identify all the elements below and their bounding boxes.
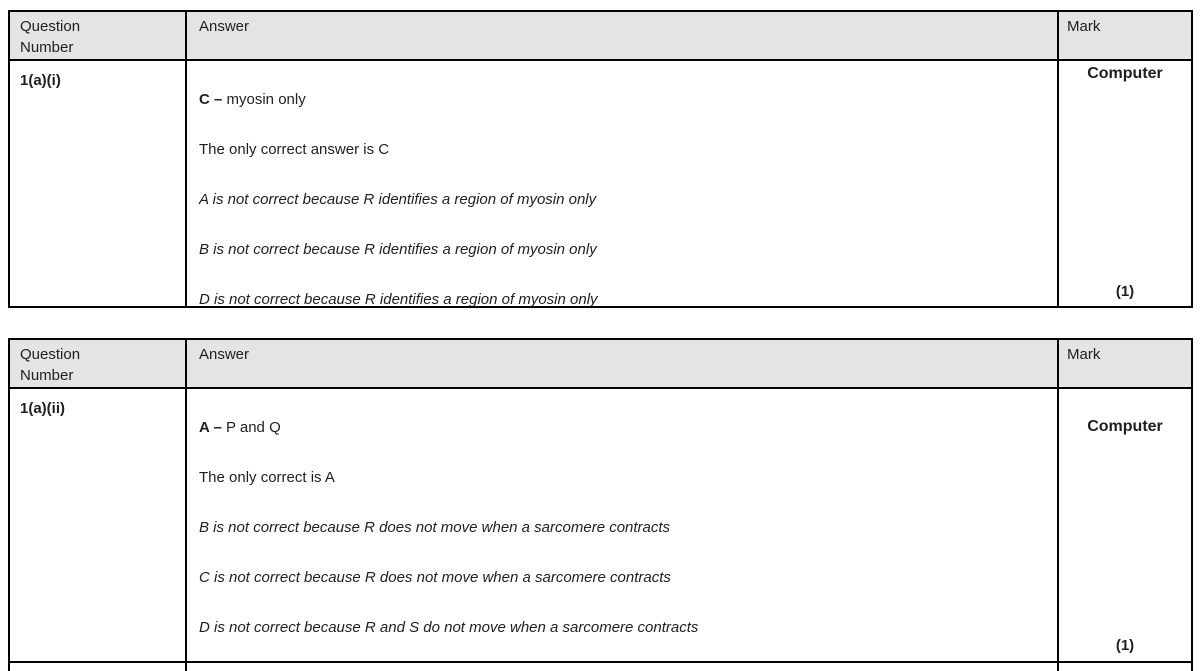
header-question-number-label: Question Number (20, 18, 81, 56)
wrong-option-line: B is not correct because R identifies a region of myosin only (199, 241, 597, 258)
answer-statement-line: The only correct is A (199, 469, 335, 486)
mark-cell (1059, 61, 1191, 306)
stub-answer-column (187, 663, 1059, 671)
question-number: 1(a)(i) (20, 72, 61, 89)
header-question-number-label: Question Number (20, 346, 81, 384)
table-body-row (10, 61, 1191, 306)
answer-statement-line: The only correct answer is C (199, 141, 390, 158)
table-body-row (10, 389, 1191, 661)
wrong-option-line: D is not correct because R identifies a region of myosin only (199, 291, 598, 306)
answer-option-line (199, 419, 1045, 437)
header-answer-label: Answer (199, 346, 250, 363)
header-mark-label: Mark (1067, 346, 1101, 363)
question-number-cell (10, 61, 187, 306)
header-cell-answer (187, 12, 1059, 59)
wrong-option-line: B is not correct because R does not move when a sarcomere contracts (199, 519, 671, 536)
answer-option-letter: A – (199, 419, 222, 436)
next-row-cutoff-stub (8, 663, 1193, 671)
header-answer-label: Answer (199, 18, 250, 35)
mark-cell (1059, 389, 1191, 661)
answer-option-line (199, 91, 1045, 109)
answer-option-text: myosin only (226, 91, 306, 108)
mark-computer-label: Computer (1087, 418, 1163, 435)
wrong-option-line: D is not correct because R and S do not move when a sarcomere contracts (199, 619, 699, 636)
question-number: 1(a)(ii) (20, 400, 65, 417)
question-number-cell (10, 389, 187, 661)
header-cell-answer (187, 340, 1059, 387)
answer-option-letter: C – (199, 91, 223, 108)
table-header-row (10, 340, 1191, 389)
mark-value: (1) (1115, 637, 1135, 654)
mark-scheme-table-1ai (8, 10, 1193, 308)
header-cell-mark (1059, 12, 1191, 59)
mark-computer-label: Computer (1087, 65, 1163, 82)
answer-option-text: P and Q (225, 419, 281, 436)
table-header-row (10, 12, 1191, 61)
answer-cell (187, 389, 1059, 661)
wrong-option-line: A is not correct because R identifies a region of myosin only (199, 191, 597, 208)
mark-scheme-table-1aii (8, 338, 1193, 663)
stub-question-column (10, 663, 187, 671)
mark-value: (1) (1115, 283, 1135, 300)
answer-cell (187, 61, 1059, 306)
header-cell-question-number (10, 12, 187, 59)
header-cell-question-number (10, 340, 187, 387)
wrong-option-line: C is not correct because R does not move when a sarcomere contracts (199, 569, 671, 586)
header-cell-mark (1059, 340, 1191, 387)
header-mark-label: Mark (1067, 18, 1101, 35)
